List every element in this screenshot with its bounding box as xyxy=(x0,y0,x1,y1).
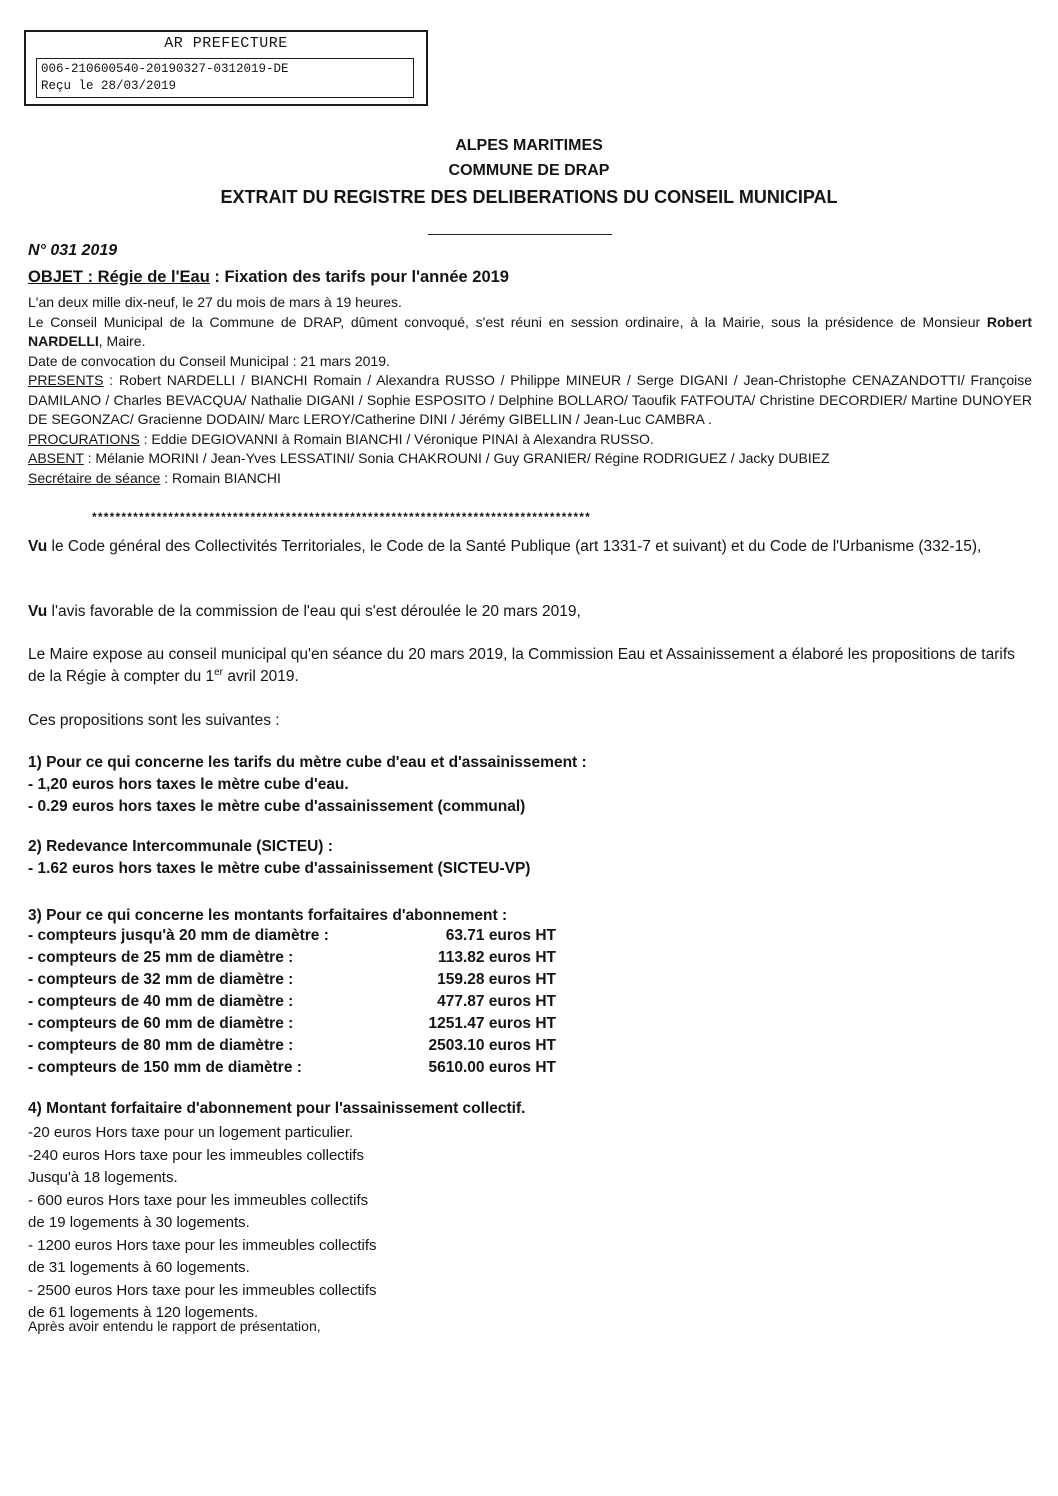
stamp-reference: 006-210600540-20190327-0312019-DE xyxy=(41,62,289,76)
meter-label: - compteurs de 32 mm de diamètre : xyxy=(28,971,294,988)
procurations-text: : Eddie DEGIOVANNI à Romain BIANCHI / Véronique PINAI à Alexandra RUSSO. xyxy=(139,430,654,447)
list-item: Jusqu'à 18 logements. xyxy=(28,1169,178,1186)
stamp-title: AR PREFECTURE xyxy=(164,35,288,52)
secretary-label: Secrétaire de séance xyxy=(28,469,161,486)
presents-text: : Robert NARDELLI / BIANCHI Romain / Alexandra RUSSO / Philippe MINEUR / Serge DIGANI / Jean-Christophe CENAZANDOTTI/ Françoise DAMILANO / Charles BEVACQUA/ Nathalie DIGANI / Sophie ESPOSITO / Delphine BOLLARO/ Taoufik FATFOUTA/ Christine DECORDIER/ Martine DUNOYER DE SEGONZAC/ Gracienne DODAIN/ Marc LEROY/Catherine DINI / Jérémy GIBELLIN / Jean-Luc CAMBRA . xyxy=(28,372,1032,427)
absent-label: ABSENT xyxy=(28,450,84,466)
rate-item: - 0.29 euros hors taxes le mètre cube d'assainissement (communal) xyxy=(28,798,526,815)
expose-superscript: er xyxy=(214,666,224,678)
header-divider xyxy=(428,234,612,235)
meter-price: 5610.00 euros HT xyxy=(428,1059,556,1076)
header-title: EXTRAIT DU REGISTRE DES DELIBERATIONS DU CONSEIL MUNICIPAL xyxy=(220,187,838,207)
closing-line: Après avoir entendu le rapport de présentation, xyxy=(28,1318,321,1334)
table-row xyxy=(28,949,568,971)
deliberation-number: N° 031 2019 xyxy=(28,242,118,259)
council-text-2: , Maire. xyxy=(98,333,146,349)
meter-label: - compteurs de 80 mm de diamètre : xyxy=(28,1037,294,1054)
expose-text-2: avril 2019. xyxy=(223,668,299,685)
secretary xyxy=(28,469,1032,489)
presents-list xyxy=(28,371,1032,430)
list-item: - 600 euros Hors taxe pour les immeubles collectifs xyxy=(28,1191,369,1209)
table-row xyxy=(28,927,568,949)
vu-label: Vu xyxy=(28,538,48,555)
section-collective-title: 4) Montant forfaitaire d'abonnement pour l'assainissement collectif. xyxy=(28,1100,526,1117)
meter-label: - compteurs de 25 mm de diamètre : xyxy=(28,949,294,966)
session-council xyxy=(28,313,1032,352)
meter-price: 159.28 euros HT xyxy=(437,971,556,988)
meter-label: - compteurs de 60 mm de diamètre : xyxy=(28,1015,294,1032)
procurations-label: PROCURATIONS xyxy=(28,430,140,447)
convocation-date: Date de convocation du Conseil Municipal : 21 mars 2019. xyxy=(28,352,390,369)
meter-label: - compteurs de 150 mm de diamètre : xyxy=(28,1059,302,1076)
section-sicteu xyxy=(28,836,530,880)
section-title: 2) Redevance Intercommunale (SICTEU) : xyxy=(28,838,333,855)
meter-price: 63.71 euros HT xyxy=(445,927,556,944)
header-commune: COMMUNE DE DRAP xyxy=(448,162,610,179)
propositions-intro: Ces propositions sont les suivantes : xyxy=(28,712,280,729)
expose-paragraph xyxy=(28,644,1032,688)
council-text-1: Le Conseil Municipal de la Commune de DRAP, dûment convoqué, s'est réuni en session ordinaire, à la Mairie, sous la présidence de Monsieur xyxy=(28,313,987,330)
list-item: de 31 logements à 60 logements. xyxy=(28,1259,250,1276)
list-item: -240 euros Hors taxe pour les immeubles collectifs xyxy=(28,1146,364,1164)
list-item: de 19 logements à 30 logements. xyxy=(28,1214,250,1231)
meter-label: - compteurs de 40 mm de diamètre : xyxy=(28,993,294,1010)
presents-label: PRESENTS xyxy=(28,372,104,388)
section-title: 1) Pour ce qui concerne les tarifs du mètre cube d'eau et d'assainissement : xyxy=(28,754,587,771)
meter-price: 477.87 euros HT xyxy=(437,993,556,1010)
meter-label: - compteurs jusqu'à 20 mm de diamètre : xyxy=(28,927,329,944)
absent-text: : Mélanie MORINI / Jean-Yves LESSATINI/ Sonia CHAKROUNI / Guy GRANIER/ Régine RODRIGUEZ / Jacky DUBIEZ xyxy=(83,450,830,466)
procurations-list xyxy=(28,430,1032,450)
rate-item: - 1.62 euros hors taxes le mètre cube d'assainissement (SICTEU-VP) xyxy=(28,860,531,877)
meter-rates-table xyxy=(28,927,568,1081)
object-label: OBJET : Régie de l'Eau xyxy=(28,268,210,286)
vu-avis-text: l'avis favorable de la commission de l'eau qui s'est déroulée le 20 mars 2019, xyxy=(47,603,581,620)
session-details xyxy=(28,293,1032,488)
vu-codes-text: le Code général des Collectivités Territoriales, le Code de la Santé Publique (art 1331-7 et suivant) et du Code de l'Urbanisme (332-15), xyxy=(47,538,982,555)
vu-codes-paragraph xyxy=(28,536,1032,558)
table-row xyxy=(28,1059,568,1081)
table-row xyxy=(28,1015,568,1037)
meter-price: 1251.47 euros HT xyxy=(428,1015,556,1032)
stamp-received-date: Reçu le 28/03/2019 xyxy=(41,79,177,93)
object-text: : Fixation des tarifs pour l'année 2019 xyxy=(209,268,509,286)
vu-label: Vu xyxy=(28,603,48,620)
collective-rates-list xyxy=(28,1122,377,1325)
prefecture-stamp xyxy=(24,30,428,106)
mayor-name: Robert NARDELLI xyxy=(28,313,1032,349)
header-department: ALPES MARITIMES xyxy=(455,137,603,154)
table-row xyxy=(28,971,568,993)
rate-item: - 1,20 euros hors taxes le mètre cube d'eau. xyxy=(28,776,349,793)
session-date: L'an deux mille dix-neuf, le 27 du mois de mars à 19 heures. xyxy=(28,294,402,310)
list-item: - 1200 euros Hors taxe pour les immeubles collectifs xyxy=(28,1236,377,1254)
meter-price: 2503.10 euros HT xyxy=(428,1037,556,1054)
list-item: -20 euros Hors taxe pour un logement particulier. xyxy=(28,1124,354,1141)
expose-text-1: Le Maire expose au conseil municipal qu'en séance du 20 mars 2019, la Commission Eau et Assainissement a élaboré les propositions de tarifs de la Régie à compter du 1 xyxy=(28,646,1015,685)
secretary-text: : Romain BIANCHI xyxy=(160,469,281,486)
list-item: - 2500 euros Hors taxe pour les immeubles collectifs xyxy=(28,1281,377,1299)
separator-stars: ************************************************************************************* xyxy=(92,510,591,524)
section-water-rates xyxy=(28,752,587,818)
meter-price: 113.82 euros HT xyxy=(437,949,556,966)
table-row xyxy=(28,993,568,1015)
list-item: de 61 logements à 120 logements. xyxy=(28,1304,259,1321)
absent-list xyxy=(28,449,1032,469)
deliberation-object xyxy=(28,268,509,287)
section-subscription-title: 3) Pour ce qui concerne les montants forfaitaires d'abonnement : xyxy=(28,907,508,924)
stamp-reference-box xyxy=(36,58,414,98)
table-row xyxy=(28,1037,568,1059)
vu-avis-paragraph xyxy=(28,601,1032,623)
